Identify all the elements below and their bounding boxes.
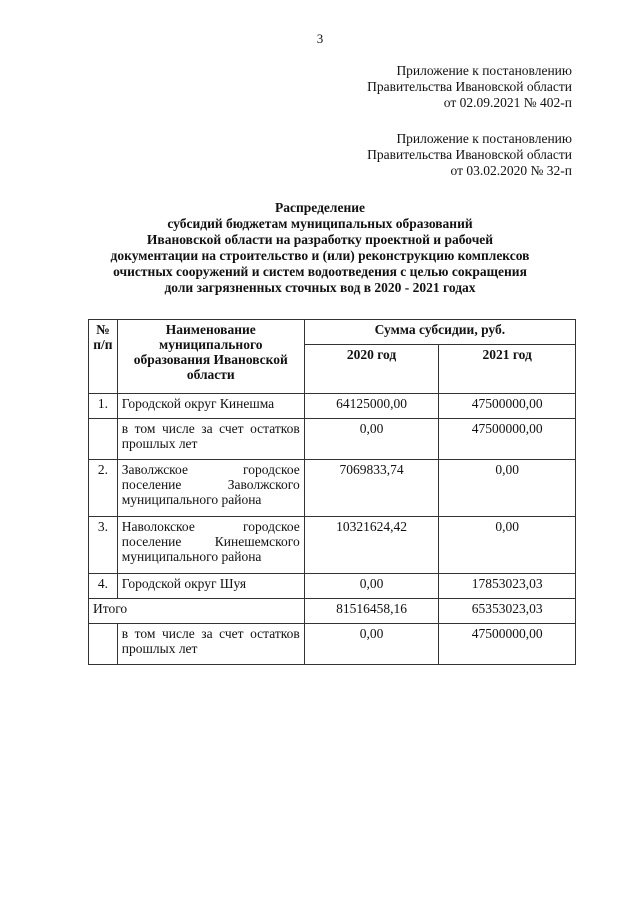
title-line: документации на строительство и (или) реконструкцию комплексов bbox=[110, 248, 530, 263]
row-num: 1. bbox=[89, 394, 118, 419]
header-name: Наименование муниципального образования Ивановской области bbox=[117, 320, 304, 394]
page-number: 3 bbox=[316, 31, 324, 46]
title-line: доли загрязненных сточных вод в 2020 - 2021 годах bbox=[164, 280, 476, 295]
table-row bbox=[89, 394, 576, 419]
table-row bbox=[89, 460, 576, 517]
appendix-note-current bbox=[272, 63, 572, 111]
row-value-2021: 17853023,03 bbox=[439, 574, 576, 599]
row-name: Заволжское городское поселение Заволжского муниципального района bbox=[117, 460, 304, 517]
total-sub-name: в том числе за счет остатков прошлых лет bbox=[117, 624, 304, 665]
row-num: 2. bbox=[89, 460, 118, 517]
row-value-2020: 10321624,42 bbox=[304, 517, 439, 574]
appendix-line: Правительства Ивановской области bbox=[367, 147, 572, 162]
header-year-2021: 2021 год bbox=[439, 345, 576, 394]
title-line: очистных сооружений и систем водоотведения с целью сокращения bbox=[113, 264, 527, 279]
appendix-note-original bbox=[272, 131, 572, 179]
table-row bbox=[89, 419, 576, 460]
table-row bbox=[89, 574, 576, 599]
row-name: Городской округ Кинешма bbox=[117, 394, 304, 419]
row-value-2020: 0,00 bbox=[304, 419, 439, 460]
total-value-2021: 65353023,03 bbox=[439, 599, 576, 624]
header-sum: Сумма субсидии, руб. bbox=[304, 320, 575, 345]
document-title bbox=[60, 200, 580, 296]
table-header-row bbox=[89, 320, 576, 345]
total-label: Итого bbox=[89, 599, 305, 624]
table-row bbox=[89, 517, 576, 574]
row-num: 3. bbox=[89, 517, 118, 574]
total-sub-row bbox=[89, 624, 576, 665]
row-value-2021: 47500000,00 bbox=[439, 394, 576, 419]
row-value-2021: 47500000,00 bbox=[439, 419, 576, 460]
row-value-2021: 0,00 bbox=[439, 517, 576, 574]
row-value-2020: 64125000,00 bbox=[304, 394, 439, 419]
header-num: № п/п bbox=[89, 320, 118, 394]
total-row bbox=[89, 599, 576, 624]
total-value-2020: 81516458,16 bbox=[304, 599, 439, 624]
header-year-2020: 2020 год bbox=[304, 345, 439, 394]
title-line: Распределение bbox=[274, 200, 366, 215]
row-num bbox=[89, 419, 118, 460]
title-line: субсидий бюджетам муниципальных образований bbox=[167, 216, 473, 231]
appendix-line: Приложение к постановлению bbox=[396, 131, 572, 146]
row-name: в том числе за счет остатков прошлых лет bbox=[117, 419, 304, 460]
title-line: Ивановской области на разработку проектной и рабочей bbox=[146, 232, 494, 247]
row-value-2021: 0,00 bbox=[439, 460, 576, 517]
appendix-line: от 03.02.2020 № 32-п bbox=[450, 163, 572, 178]
total-sub-num bbox=[89, 624, 118, 665]
row-num: 4. bbox=[89, 574, 118, 599]
subsidy-table bbox=[88, 319, 576, 665]
appendix-line: Приложение к постановлению bbox=[396, 63, 572, 78]
appendix-line: Правительства Ивановской области bbox=[367, 79, 572, 94]
row-name: Наволокское городское поселение Кинешемского муниципального района bbox=[117, 517, 304, 574]
row-value-2020: 7069833,74 bbox=[304, 460, 439, 517]
row-value-2020: 0,00 bbox=[304, 574, 439, 599]
row-name: Городской округ Шуя bbox=[117, 574, 304, 599]
total-sub-value-2021: 47500000,00 bbox=[439, 624, 576, 665]
appendix-line: от 02.09.2021 № 402-п bbox=[443, 95, 572, 110]
total-sub-value-2020: 0,00 bbox=[304, 624, 439, 665]
